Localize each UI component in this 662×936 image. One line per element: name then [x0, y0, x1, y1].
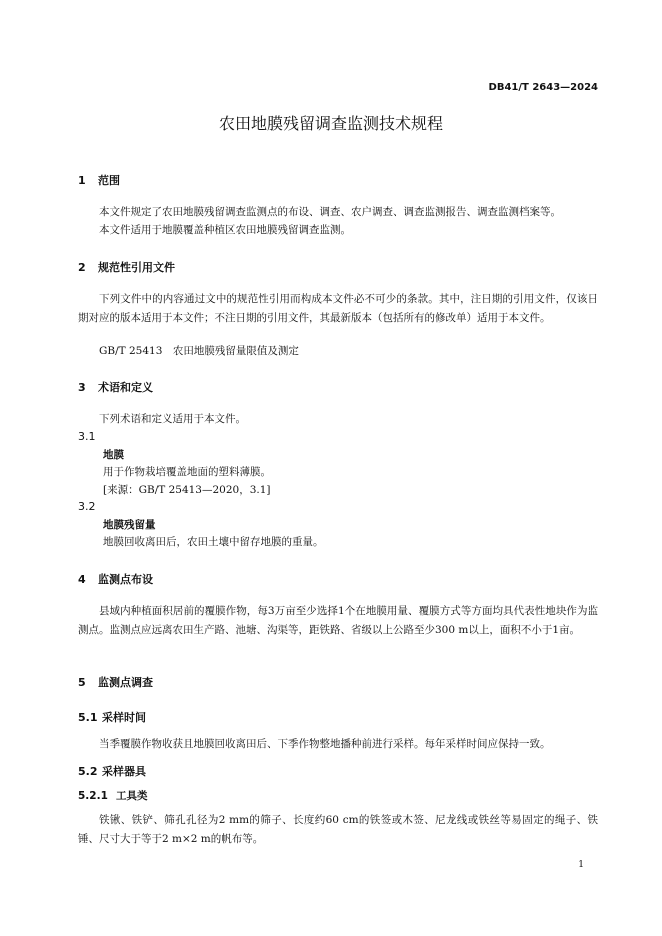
section-5-1-paragraph-1: 当季覆膜作物收获且地膜回收离田后、下季作物整地播种前进行采样。每年采样时间应保持一致。	[99, 738, 551, 750]
section-title: 监测点调查	[98, 676, 153, 689]
section-number: 5	[78, 676, 86, 689]
term-3-1-number: 3.1	[78, 430, 96, 443]
term-3-1-source: [来源：GB/T 25413—2020，3.1]	[103, 484, 271, 496]
section-4-heading	[78, 571, 153, 587]
term-3-2-definition: 地膜回收离田后，农田土壤中留存地膜的重量。	[103, 536, 324, 548]
section-4-paragraph-1: 县域内种植面积居前的覆膜作物，每3万亩至少选择1个在地膜用量、覆膜方式等方面均具代表性地块作为监测点。监测点应远离农田生产路、池塘、沟渠等，距铁路、省级以上公路至少300 m以上，面积不小于1亩。	[78, 605, 598, 636]
section-2-heading	[78, 259, 175, 275]
subsection-number: 5.1	[78, 711, 98, 724]
section-number: 1	[78, 174, 86, 187]
section-2-paragraph-1: 下列文件中的内容通过文中的规范性引用而构成本文件必不可少的条款。其中，注日期的引用文件，仅该日期对应的版本适用于本文件；不注日期的引用文件，其最新版本（包括所有的修改单）适用于本文件。	[78, 293, 598, 324]
section-1-paragraph-2: 本文件适用于地膜覆盖种植区农田地膜残留调查监测。	[99, 224, 351, 236]
term-3-2-name: 地膜残留量	[103, 519, 156, 531]
section-5-2-1-paragraph-1: 铁锹、铁铲、筛孔孔径为2 mm的筛子、长度约60 cm的铁签或木签、尼龙线或铁丝等易固定的绳子、铁锤、尺寸大于等于2 m×2 m的帆布等。	[78, 814, 598, 845]
section-number: 3	[78, 381, 86, 394]
section-1-paragraph-1: 本文件规定了农田地膜残留调查监测点的布设、调查、农户调查、调查监测报告、调查监测档案等。	[99, 206, 561, 218]
section-3-intro: 下列术语和定义适用于本文件。	[99, 413, 246, 425]
term-3-2-number: 3.2	[78, 500, 96, 513]
subsection-number: 5.2	[78, 765, 98, 778]
section-title: 术语和定义	[98, 381, 153, 394]
term-3-1-name: 地膜	[103, 449, 124, 461]
section-5-heading	[78, 674, 153, 690]
section-number: 2	[78, 261, 86, 274]
subsection-title: 工具类	[116, 790, 148, 802]
section-3-heading	[78, 379, 153, 395]
section-5-1-heading	[78, 709, 146, 725]
normative-reference: GB/T 25413 农田地膜残留量限值及测定	[99, 345, 299, 357]
section-title: 范围	[98, 174, 120, 187]
standard-code: DB41/T 2643—2024	[488, 82, 598, 93]
subsection-number: 5.2.1	[78, 790, 108, 802]
term-3-1-definition: 用于作物栽培覆盖地面的塑料薄膜。	[103, 466, 271, 478]
section-1-heading	[78, 172, 120, 188]
section-5-2-1-heading	[78, 788, 148, 803]
subsection-title: 采样器具	[102, 765, 146, 778]
subsection-title: 采样时间	[102, 711, 146, 724]
section-title: 监测点布设	[98, 573, 153, 586]
section-title: 规范性引用文件	[98, 261, 175, 274]
document-title: 农田地膜残留调查监测技术规程	[218, 114, 443, 133]
page-number: 1	[578, 860, 584, 870]
section-number: 4	[78, 573, 86, 586]
section-5-2-heading	[78, 763, 146, 779]
